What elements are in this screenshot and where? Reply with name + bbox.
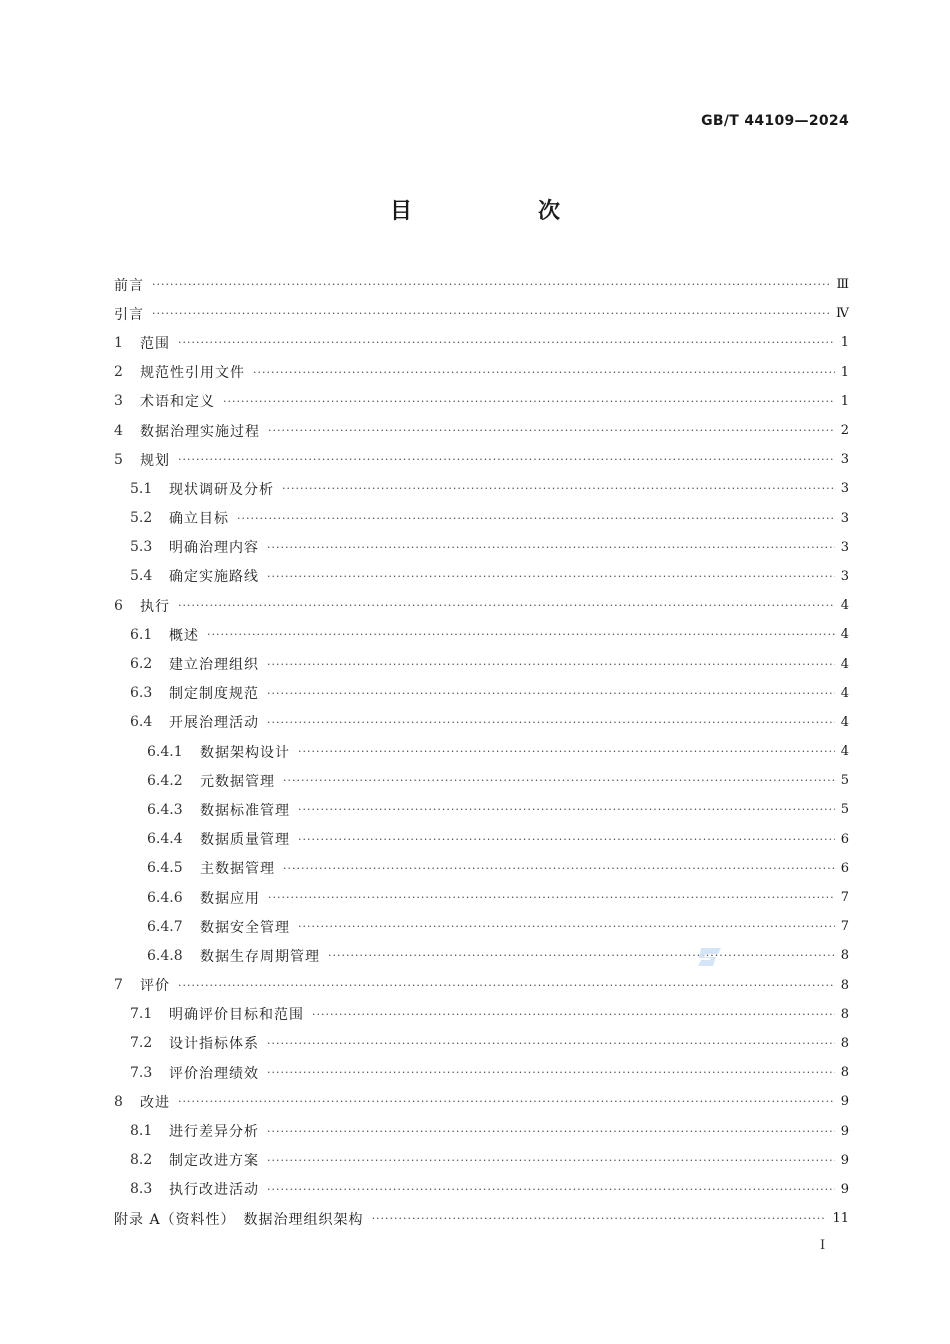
toc-entry[interactable] [114, 1000, 849, 1029]
toc-entry-page: 2 [840, 423, 849, 439]
toc-entry[interactable] [114, 1058, 849, 1087]
toc-entry[interactable] [114, 387, 849, 416]
toc-leader-dots [178, 979, 835, 992]
toc-entry-number: 6.4.3 [147, 801, 183, 818]
toc-leader-dots [298, 833, 835, 846]
toc-entry-page: 4 [840, 656, 849, 672]
toc-entry-number: 7.3 [130, 1064, 153, 1081]
toc-entry-number: 8.1 [130, 1123, 153, 1140]
toc-entry[interactable] [114, 766, 849, 795]
toc-entry[interactable] [114, 795, 849, 824]
toc-entry[interactable] [114, 854, 849, 883]
watermark-logo-icon [697, 945, 722, 969]
toc-entry[interactable] [114, 1175, 849, 1204]
toc-entry-page: 9 [840, 1181, 849, 1197]
toc-leader-dots [298, 745, 835, 758]
toc-leader-dots [267, 1125, 835, 1138]
toc-entry-page: 8 [840, 977, 849, 993]
toc-entry-page: 5 [840, 802, 849, 818]
toc-entry-number: 8 [114, 1093, 123, 1110]
toc-entry-label: 前言 [114, 277, 144, 294]
toc-entry-page: 8 [840, 1065, 849, 1081]
toc-entry[interactable] [114, 825, 849, 854]
toc-entry-label: 规划 [140, 452, 170, 469]
toc-entry[interactable] [114, 1146, 849, 1175]
toc-entry-number: 5.2 [130, 510, 153, 527]
toc-entry-number: 6.3 [130, 685, 153, 702]
toc-entry-number: 5 [114, 451, 123, 468]
toc-entry-page: 9 [840, 1123, 849, 1139]
toc-leader-dots [298, 920, 835, 933]
toc-entry[interactable] [114, 620, 849, 649]
toc-leader-dots [282, 482, 835, 495]
toc-entry[interactable] [114, 737, 849, 766]
toc-entry[interactable] [114, 358, 849, 387]
toc-leader-dots [178, 453, 835, 466]
toc-leader-dots [152, 307, 830, 320]
toc-entry-number: 6.4 [130, 714, 153, 731]
toc-leader-dots [268, 424, 835, 437]
toc-leader-dots [267, 1183, 835, 1196]
toc-entry[interactable] [114, 474, 849, 503]
toc-entry-number: 6.4.7 [147, 918, 183, 935]
toc-entry-page: 1 [840, 393, 849, 409]
toc-entry-page: Ⅲ [836, 277, 849, 293]
toc-entry-number: 3 [114, 393, 123, 410]
toc-entry-label: 建立治理组织 [169, 657, 259, 674]
toc-entry-page: 9 [840, 1094, 849, 1110]
toc-entry-page: 3 [840, 568, 849, 584]
toc-entry-label: 明确评价目标和范围 [169, 1007, 304, 1024]
toc-entry-number: 7 [114, 977, 123, 994]
toc-entry-number: 7.2 [130, 1035, 153, 1052]
toc-entry[interactable] [114, 416, 849, 445]
toc-entry-label: 附录 A（资料性） 数据治理组织架构 [114, 1211, 364, 1228]
toc-entry-label: 制定制度规范 [169, 686, 259, 703]
toc-entry-page: 4 [840, 685, 849, 701]
toc-entry-number: 6.4.1 [147, 743, 183, 760]
toc-entry-label: 数据架构设计 [200, 744, 290, 761]
toc-leader-dots [267, 570, 835, 583]
toc-leader-dots [267, 1066, 835, 1079]
toc-leader-dots [178, 599, 835, 612]
toc-leader-dots [268, 891, 835, 904]
toc-entry-page: 4 [840, 714, 849, 730]
toc-entry-number: 2 [114, 364, 123, 381]
toc-leader-dots [207, 628, 835, 641]
toc-leader-dots [267, 687, 835, 700]
toc-entry-number: 6.2 [130, 656, 153, 673]
standard-code: GB/T 44109—2024 [701, 113, 849, 129]
toc-entry[interactable] [114, 504, 849, 533]
toc-entry[interactable] [114, 270, 849, 299]
toc-entry[interactable] [114, 1029, 849, 1058]
toc-leader-dots [372, 1212, 827, 1225]
toc-entry-label: 规范性引用文件 [140, 365, 245, 382]
toc-entry-label: 评价治理绩效 [169, 1065, 259, 1082]
toc-leader-dots [267, 716, 835, 729]
toc-leader-dots [253, 366, 835, 379]
toc-entry-label: 现状调研及分析 [169, 481, 274, 498]
toc-entry-label: 术语和定义 [140, 394, 215, 411]
toc-entry-page: 5 [840, 773, 849, 789]
toc-leader-dots [237, 512, 835, 525]
toc-entry[interactable] [114, 533, 849, 562]
toc-entry-page: 4 [840, 744, 849, 760]
toc-entry-number: 6.1 [130, 626, 153, 643]
toc-entry-number: 6.4.2 [147, 772, 183, 789]
toc-entry-page: 3 [840, 510, 849, 526]
toc-entry-label: 明确治理内容 [169, 540, 259, 557]
toc-entry[interactable] [114, 971, 849, 1000]
toc-entry[interactable] [114, 679, 849, 708]
toc-entry-number: 1 [114, 334, 123, 351]
toc-leader-dots [283, 862, 835, 875]
toc-entry-label: 元数据管理 [200, 773, 275, 790]
toc-entry-label: 引言 [114, 306, 144, 323]
toc-leader-dots [267, 658, 835, 671]
toc-entry-label: 执行改进活动 [169, 1182, 259, 1199]
toc-entry-number: 6.4.4 [147, 831, 183, 848]
toc-leader-dots [267, 541, 835, 554]
toc-entry-label: 进行差异分析 [169, 1124, 259, 1141]
toc-entry-number: 6.4.5 [147, 860, 183, 877]
toc-entry-page: 6 [840, 831, 849, 847]
toc-leader-dots [178, 1095, 835, 1108]
toc-entry-page: 3 [840, 481, 849, 497]
toc-entry[interactable] [114, 562, 849, 591]
toc-entry-number: 6.4.6 [147, 889, 183, 906]
toc-leader-dots [298, 803, 835, 816]
toc-entry-page: 8 [840, 948, 849, 964]
toc-entry-label: 主数据管理 [200, 861, 275, 878]
toc-leader-dots [152, 278, 830, 291]
toc-entry-page: 1 [840, 364, 849, 380]
table-of-contents [114, 270, 849, 1233]
toc-entry[interactable] [114, 591, 849, 620]
toc-entry-number: 5.1 [130, 480, 153, 497]
toc-entry-number: 4 [114, 422, 123, 439]
toc-entry-label: 数据标准管理 [200, 802, 290, 819]
toc-entry-page: 4 [840, 627, 849, 643]
toc-leader-dots [178, 336, 835, 349]
toc-entry-page: Ⅳ [836, 306, 849, 322]
toc-entry-number: 6.4.8 [147, 947, 183, 964]
toc-entry-label: 执行 [140, 598, 170, 615]
page-title: 目 次 [389, 199, 612, 224]
toc-entry-number: 6 [114, 597, 123, 614]
toc-entry[interactable] [114, 1116, 849, 1145]
toc-entry-label: 数据生存周期管理 [200, 948, 320, 965]
toc-entry-page: 3 [840, 539, 849, 555]
toc-leader-dots [223, 395, 835, 408]
toc-entry-page: 9 [840, 1152, 849, 1168]
toc-entry-label: 概述 [169, 627, 199, 644]
toc-entry[interactable] [114, 328, 849, 357]
toc-entry-number: 8.2 [130, 1152, 153, 1169]
toc-entry-page: 4 [840, 598, 849, 614]
toc-leader-dots [328, 949, 835, 962]
toc-entry-label: 改进 [140, 1094, 170, 1111]
toc-entry-label: 数据质量管理 [200, 832, 290, 849]
toc-entry[interactable] [114, 649, 849, 678]
toc-entry-number: 8.3 [130, 1181, 153, 1198]
page-number: Ⅰ [820, 1238, 826, 1253]
toc-entry-page: 11 [832, 1211, 849, 1227]
toc-leader-dots [283, 774, 835, 787]
toc-entry-label: 设计指标体系 [169, 1036, 259, 1053]
toc-entry[interactable] [114, 445, 849, 474]
toc-entry[interactable] [114, 1204, 849, 1233]
toc-entry-page: 7 [840, 890, 849, 906]
toc-entry-page: 1 [840, 335, 849, 351]
toc-entry-label: 范围 [140, 335, 170, 352]
toc-entry[interactable] [114, 708, 849, 737]
toc-entry-page: 8 [840, 1006, 849, 1022]
toc-entry-label: 确定实施路线 [169, 569, 259, 586]
toc-leader-dots [267, 1154, 835, 1167]
toc-entry-label: 制定改进方案 [169, 1153, 259, 1170]
toc-entry-page: 6 [840, 860, 849, 876]
toc-entry-label: 确立目标 [169, 511, 229, 528]
toc-entry-number: 7.1 [130, 1006, 153, 1023]
toc-entry[interactable] [114, 883, 849, 912]
toc-entry-page: 7 [840, 919, 849, 935]
toc-entry-page: 3 [840, 452, 849, 468]
toc-leader-dots [267, 1037, 835, 1050]
toc-entry-number: 5.4 [130, 568, 153, 585]
toc-entry[interactable] [114, 1087, 849, 1116]
toc-entry-label: 数据治理实施过程 [140, 423, 260, 440]
toc-entry-label: 评价 [140, 978, 170, 995]
toc-entry-label: 开展治理活动 [169, 715, 259, 732]
toc-entry[interactable] [114, 299, 849, 328]
toc-entry-page: 8 [840, 1035, 849, 1051]
toc-entry[interactable] [114, 941, 849, 970]
toc-entry-number: 5.3 [130, 539, 153, 556]
toc-entry-label: 数据应用 [200, 890, 260, 907]
toc-entry-label: 数据安全管理 [200, 919, 290, 936]
toc-leader-dots [312, 1008, 835, 1021]
toc-entry[interactable] [114, 912, 849, 941]
